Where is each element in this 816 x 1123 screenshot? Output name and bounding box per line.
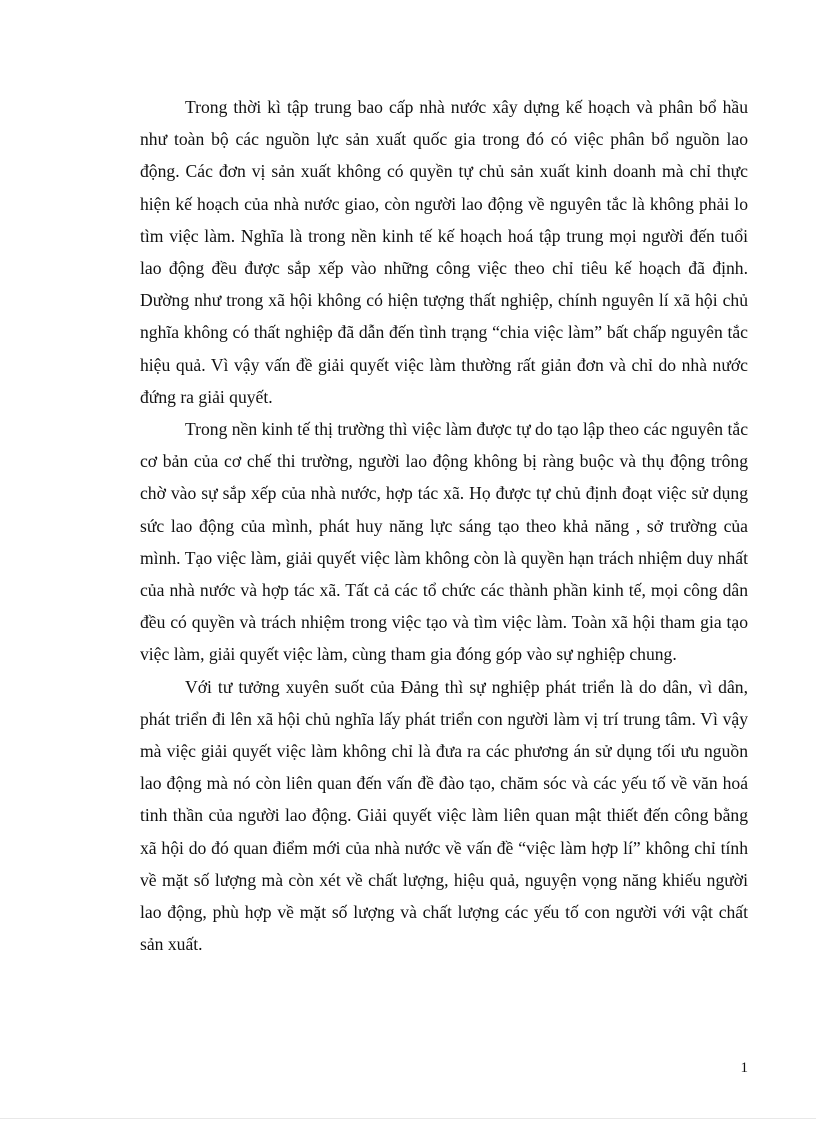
paragraph-1: Trong thời kì tập trung bao cấp nhà nước xây dựng kế hoạch và phân bổ hầu như toàn bộ các nguồn lực sản xuất quốc gia trong đó có việc phân bổ nguồn lao động. Các đơn vị sản xuất không có quyền tự chủ sản xuất kinh doanh mà chỉ thực hiện kế hoạch của nhà nước giao, còn người lao động về nguyên tắc là không phải lo tìm việc làm. Nghĩa là trong nền kinh tế kế hoạch hoá tập trung mọi người đến tuổi lao động đều được sắp xếp vào những công việc theo chỉ tiêu kế hoạch đã định. Dường như trong xã hội không có hiện tượng thất nghiệp, chính nguyên lí xã hội chủ nghĩa không có thất nghiệp đã dẫn đến tình trạng “chia việc làm” bất chấp nguyên tắc hiệu quả. Vì vậy vấn đề giải quyết việc làm thường rất giản đơn và chỉ do nhà nước đứng ra giải quyết. (140, 97, 748, 407)
paragraph-3: Với tư tưởng xuyên suốt của Đảng thì sự nghiệp phát triển là do dân, vì dân, phát triển đi lên xã hội chủ nghĩa lấy phát triển con người làm vị trí trung tâm. Vì vậy mà việc giải quyết việc làm không chỉ là đưa ra các phương án sử dụng tối ưu nguồn lao động mà nó còn liên quan đến vấn đề đào tạo, chăm sóc và các yếu tố về văn hoá tinh thần của người lao động. Giải quyết việc làm liên quan mật thiết đến công bằng xã hội do đó quan điểm mới của nhà nước về vấn đề “việc làm hợp lí” không chỉ tính về mặt số lượng mà còn xét về chất lượng, hiệu quả, nguyện vọng năng khiếu người lao động, phù hợp về mặt số lượng và chất lượng các yếu tố con người với vật chất sản xuất. (140, 676, 748, 955)
page-bottom-edge (0, 1118, 816, 1119)
paragraph-2: Trong nền kinh tế thị trường thì việc làm được tự do tạo lập theo các nguyên tắc cơ bản của cơ chế thi trường, người lao động không bị ràng buộc và thụ động trông chờ vào sự sắp xếp của nhà nước, hợp tác xã. Họ được tự chủ định đoạt việc sử dụng sức lao động của mình, phát huy năng lực sáng tạo theo khả năng , sở trường của mình. Tạo việc làm, giải quyết việc làm không còn là quyền hạn trách nhiệm duy nhất của nhà nước và hợp tác xã. Tất cả các tổ chức các thành phần kinh tế, mọi công dân đều có quyền và trách nhiệm trong việc tạo và tìm việc làm. Toàn xã hội tham gia tạo việc làm, giải quyết việc làm, cùng tham gia đóng góp vào sự nghiệp chung. (140, 419, 749, 665)
document-body (140, 91, 748, 960)
page-number: 1 (740, 1060, 748, 1076)
